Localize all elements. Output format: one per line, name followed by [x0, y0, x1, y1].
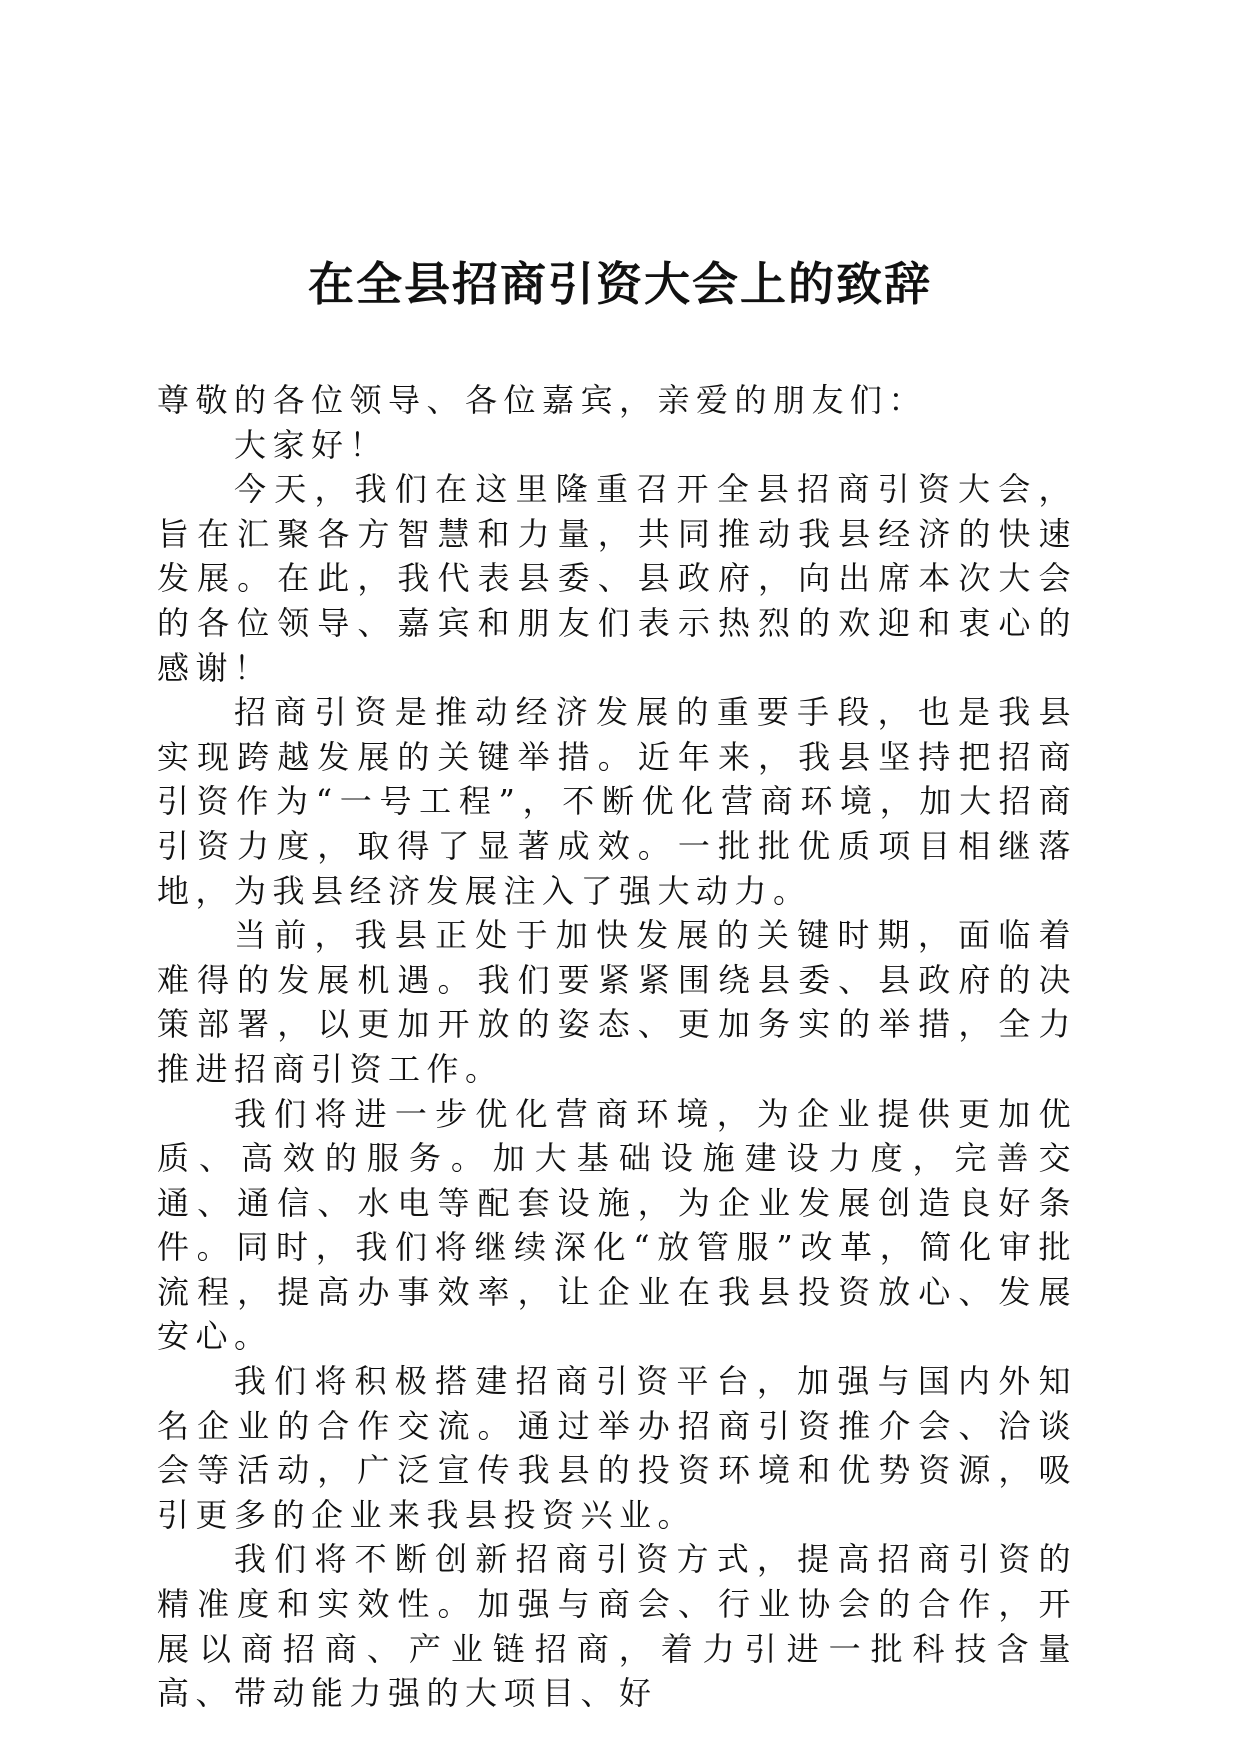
paragraph-opportunity: 当前，我县正处于加快发展的关键时期，面临着难得的发展机遇。我们要紧紧围绕县委、县政府的决策部署，以更加开放的姿态、更加务实的举措，全力推进招商引资工作。	[157, 916, 1077, 1088]
paragraph-greeting: 大家好！	[234, 425, 389, 464]
paragraph-innovation: 我们将不断创新招商引资方式，提高招商引资的精准度和实效性。加强与商会、行业协会的合作，开展以商招商、产业链招商，着力引进一批科技含量高、带动能力强的大项目、好	[157, 1540, 1077, 1713]
document-body	[157, 378, 1077, 1716]
paragraph-opening: 今天，我们在这里隆重召开全县招商引资大会，旨在汇聚各方智慧和力量，共同推动我县经济的快速发展。在此，我代表县委、县政府，向出席本次大会的各位领导、嘉宾和朋友们表示热烈的欢迎和衷心的感谢！	[157, 470, 1077, 687]
document-title: 在全县招商引资大会上的致辞	[308, 257, 932, 311]
paragraph-achievements: 招商引资是推动经济发展的重要手段，也是我县实现跨越发展的关键举措。近年来，我县坚持把招商引资作为“一号工程”，不断优化营商环境，加大招商引资力度，取得了显著成效。一批批优质项目相继落地，为我县经济发展注入了强大动力。	[157, 693, 1077, 910]
paragraph-business-environment: 我们将进一步优化营商环境，为企业提供更加优质、高效的服务。加大基础设施建设力度，完善交通、通信、水电等配套设施，为企业发展创造良好条件。同时，我们将继续深化“放管服”改革，简化审批流程，提高办事效率，让企业在我县投资放心、发展安心。	[157, 1094, 1077, 1356]
paragraph-platform: 我们将积极搭建招商引资平台，加强与国内外知名企业的合作交流。通过举办招商引资推介会、洽谈会等活动，广泛宣传我县的投资环境和优势资源，吸引更多的企业来我县投资兴业。	[157, 1362, 1077, 1534]
salutation: 尊敬的各位领导、各位嘉宾，亲爱的朋友们：	[157, 381, 928, 419]
